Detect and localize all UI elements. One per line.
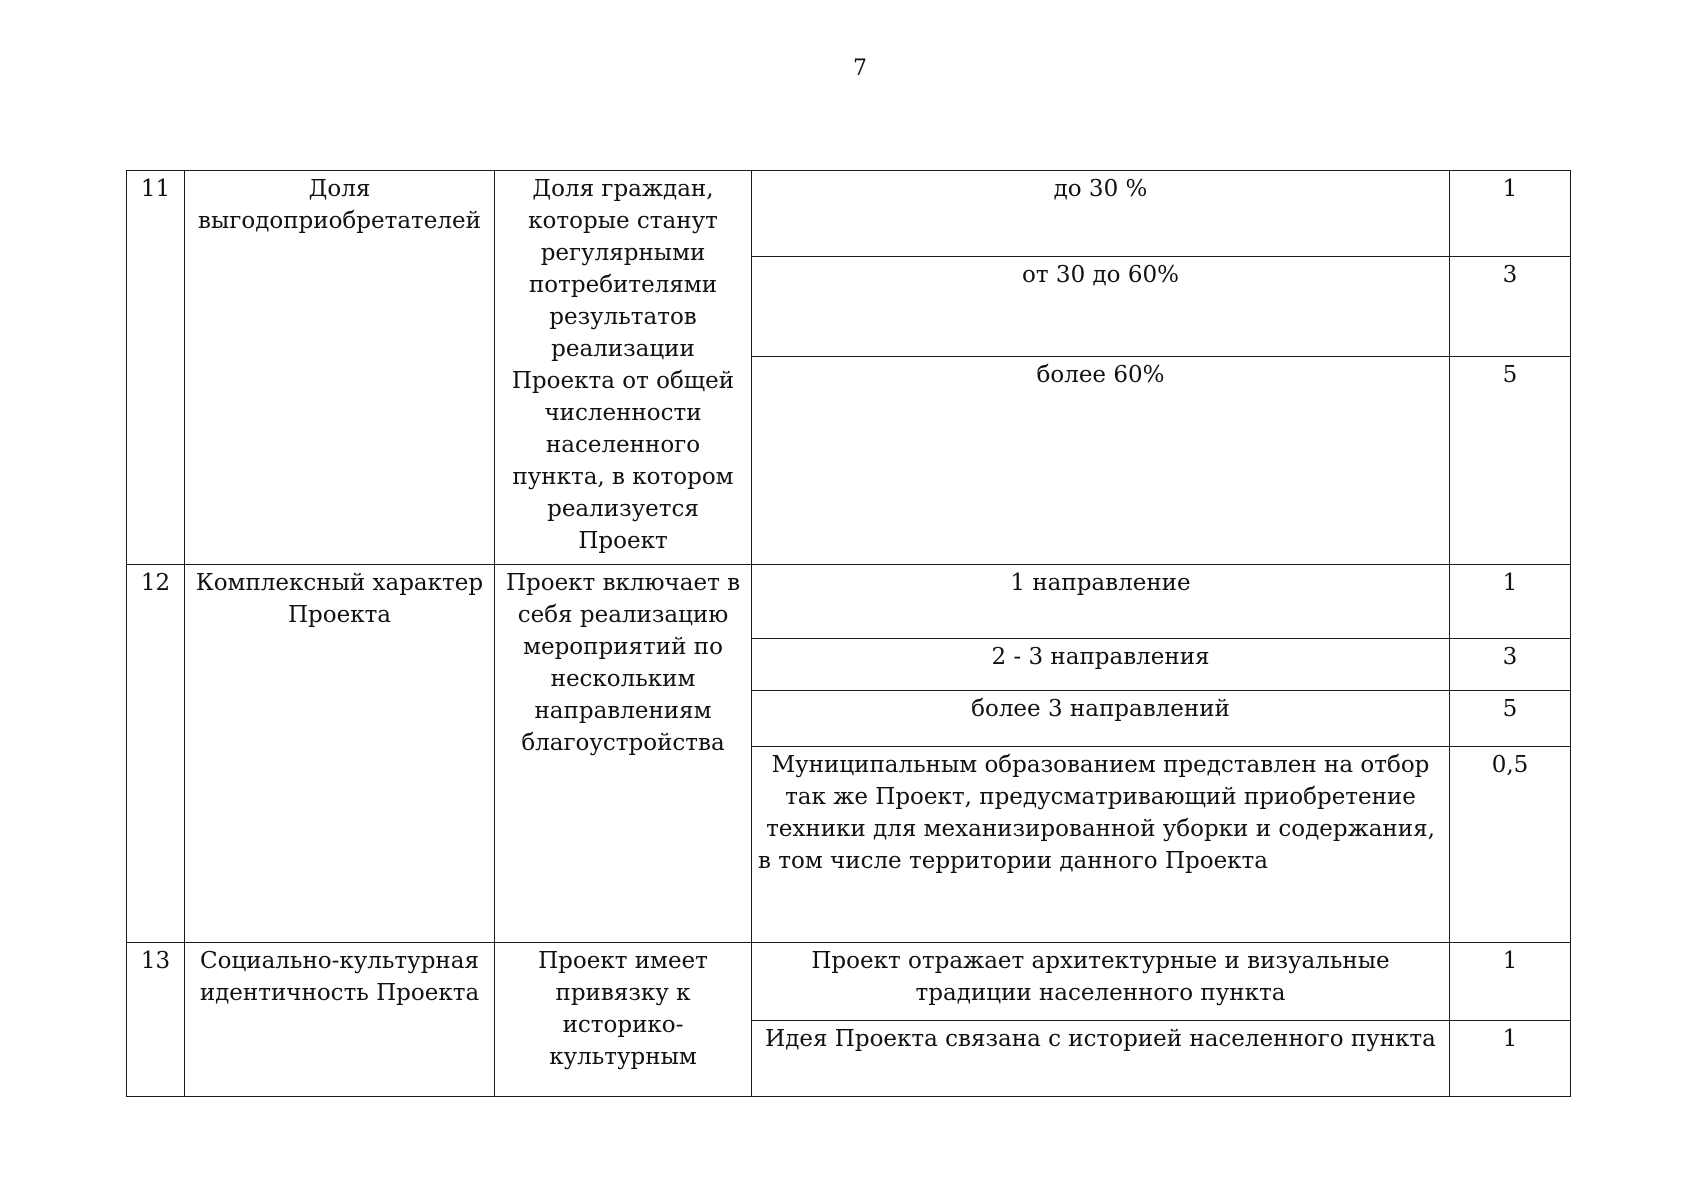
criterion-description-text: Доля граждан, которые станут регулярными потребителями результатов реализации Проекта от общей численности населенного пункта, в котором реализуется Проект xyxy=(511,176,735,554)
row-number: 12 xyxy=(127,565,185,943)
criterion-score: 5 xyxy=(1450,357,1571,565)
criterion-option: более 60% xyxy=(752,357,1450,565)
table-row xyxy=(127,565,1571,639)
criterion-option: от 30 до 60% xyxy=(752,257,1450,357)
criterion-name: Социально-культурная идентичность Проекта xyxy=(185,943,495,1097)
row-number: 11 xyxy=(127,171,185,565)
criterion-description xyxy=(495,565,752,943)
criterion-score: 1 xyxy=(1450,565,1571,639)
row-number: 13 xyxy=(127,943,185,1097)
criterion-score: 0,5 xyxy=(1450,747,1571,943)
criterion-description-text: Проект имеет привязку к историко-культурным xyxy=(538,948,708,1070)
criterion-description xyxy=(495,943,752,1097)
criterion-option: 1 направление xyxy=(752,565,1450,639)
criterion-option: Проект отражает архитектурные и визуальные традиции населенного пункта xyxy=(752,943,1450,1021)
criterion-score: 1 xyxy=(1450,1021,1571,1097)
table-row xyxy=(127,171,1571,257)
table-row xyxy=(127,943,1571,1021)
criterion-option: до 30 % xyxy=(752,171,1450,257)
criterion-option: Идея Проекта связана с историей населенного пункта xyxy=(752,1021,1450,1097)
criterion-score: 3 xyxy=(1450,257,1571,357)
criteria-table xyxy=(126,170,1571,1097)
criterion-score: 1 xyxy=(1450,171,1571,257)
page-number: 7 xyxy=(853,56,867,81)
criterion-option: более 3 направлений xyxy=(752,691,1450,747)
criterion-option: Муниципальным образованием представлен на отбор так же Проект, предусматривающий приобретение техники для механизированной уборки и содержания, в том числе территории данного Проекта xyxy=(752,747,1450,943)
criterion-score: 1 xyxy=(1450,943,1571,1021)
criterion-option: 2 - 3 направления xyxy=(752,639,1450,691)
criterion-description xyxy=(495,171,752,565)
criterion-name: Комплексный характер Проекта xyxy=(185,565,495,943)
criterion-score: 5 xyxy=(1450,691,1571,747)
criterion-score: 3 xyxy=(1450,639,1571,691)
criterion-description-text: Проект включает в себя реализацию мероприятий по нескольким направлениям благоустройства xyxy=(505,570,741,756)
criterion-name: Доля выгодоприобретателей xyxy=(185,171,495,565)
